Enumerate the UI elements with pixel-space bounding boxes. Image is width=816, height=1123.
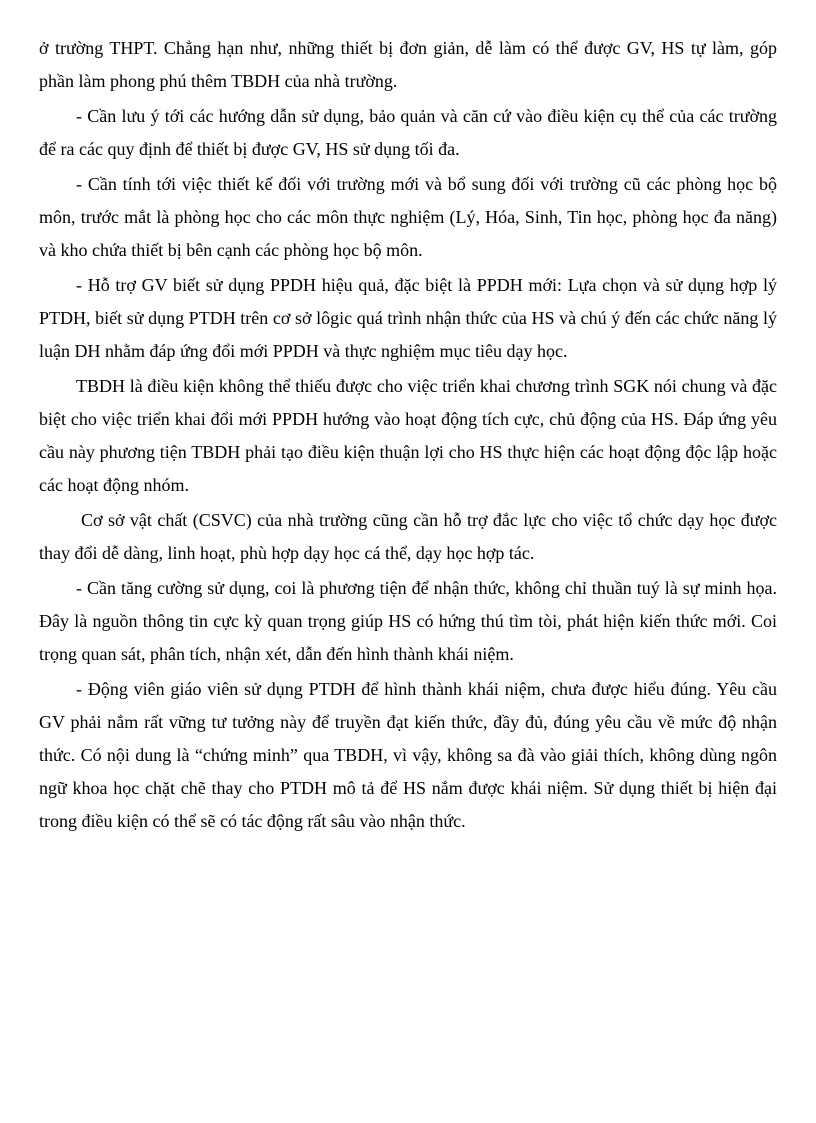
paragraph-bullet-support: - Hỗ trợ GV biết sử dụng PPDH hiệu quả, đặc biệt là PPDH mới: Lựa chọn và sử dụng hợp lý PTDH, biết sử dụng PTDH trên cơ sở lôgic quá trình nhận thức của HS và chú ý đến các chức năng lý luận DH nhằm đáp ứng đổi mới PPDH và thực nghiệm mục tiêu dạy học. [39, 275, 777, 361]
paragraph-csvc: Cơ sở vật chất (CSVC) của nhà trường cũng cần hỗ trợ đắc lực cho việc tổ chức dạy học được thay đổi dễ dàng, linh hoạt, phù hợp dạy học cá thể, dạy học hợp tác. [39, 510, 777, 563]
document-page [39, 32, 777, 838]
paragraph-continued: ở trường THPT. Chẳng hạn như, những thiết bị đơn giản, dễ làm có thể được GV, HS tự làm, góp phần làm phong phú thêm TBDH của nhà trường. [39, 38, 777, 91]
paragraph-bullet-encourage: - Động viên giáo viên sử dụng PTDH để hình thành khái niệm, chưa được hiểu đúng. Yêu cầu GV phải nắm rất vững tư tưởng này để truyền đạt kiến thức, đầy đủ, đúng yêu cầu về mức độ nhận thức. Có nội dung là “chứng minh” qua TBDH, vì vậy, không sa đà vào giải thích, không dùng ngôn ngữ khoa học chặt chẽ thay cho PTDH mô tả để HS nắm được khái niệm. Sử dụng thiết bị hiện đại trong điều kiện có thể sẽ có tác động rất sâu vào nhận thức. [39, 679, 777, 831]
paragraph-bullet-design: - Cần tính tới việc thiết kế đối với trường mới và bổ sung đối với trường cũ các phòng học bộ môn, trước mắt là phòng học cho các môn thực nghiệm (Lý, Hóa, Sinh, Tin học, phòng học đa năng) và kho chứa thiết bị bên cạnh các phòng học bộ môn. [39, 174, 777, 260]
paragraph-bullet-guidelines: - Cần lưu ý tới các hướng dẫn sử dụng, bảo quản và căn cứ vào điều kiện cụ thể của các trường để ra các quy định để thiết bị được GV, HS sử dụng tối đa. [39, 106, 777, 159]
paragraph-tbdh-condition: TBDH là điều kiện không thể thiếu được cho việc triển khai chương trình SGK nói chung và đặc biệt cho việc triển khai đổi mới PPDH hướng vào hoạt động tích cực, chủ động của HS. Đáp ứng yêu cầu này phương tiện TBDH phải tạo điều kiện thuận lợi cho HS thực hiện các hoạt động độc lập hoặc các hoạt động nhóm. [39, 376, 777, 495]
paragraph-bullet-usage: - Cần tăng cường sử dụng, coi là phương tiện để nhận thức, không chỉ thuần tuý là sự minh họa. Đây là nguồn thông tin cực kỳ quan trọng giúp HS có hứng thú tìm tòi, phát hiện kiến thức mới. Coi trọng quan sát, phân tích, nhận xét, dẫn đến hình thành khái niệm. [39, 578, 777, 664]
